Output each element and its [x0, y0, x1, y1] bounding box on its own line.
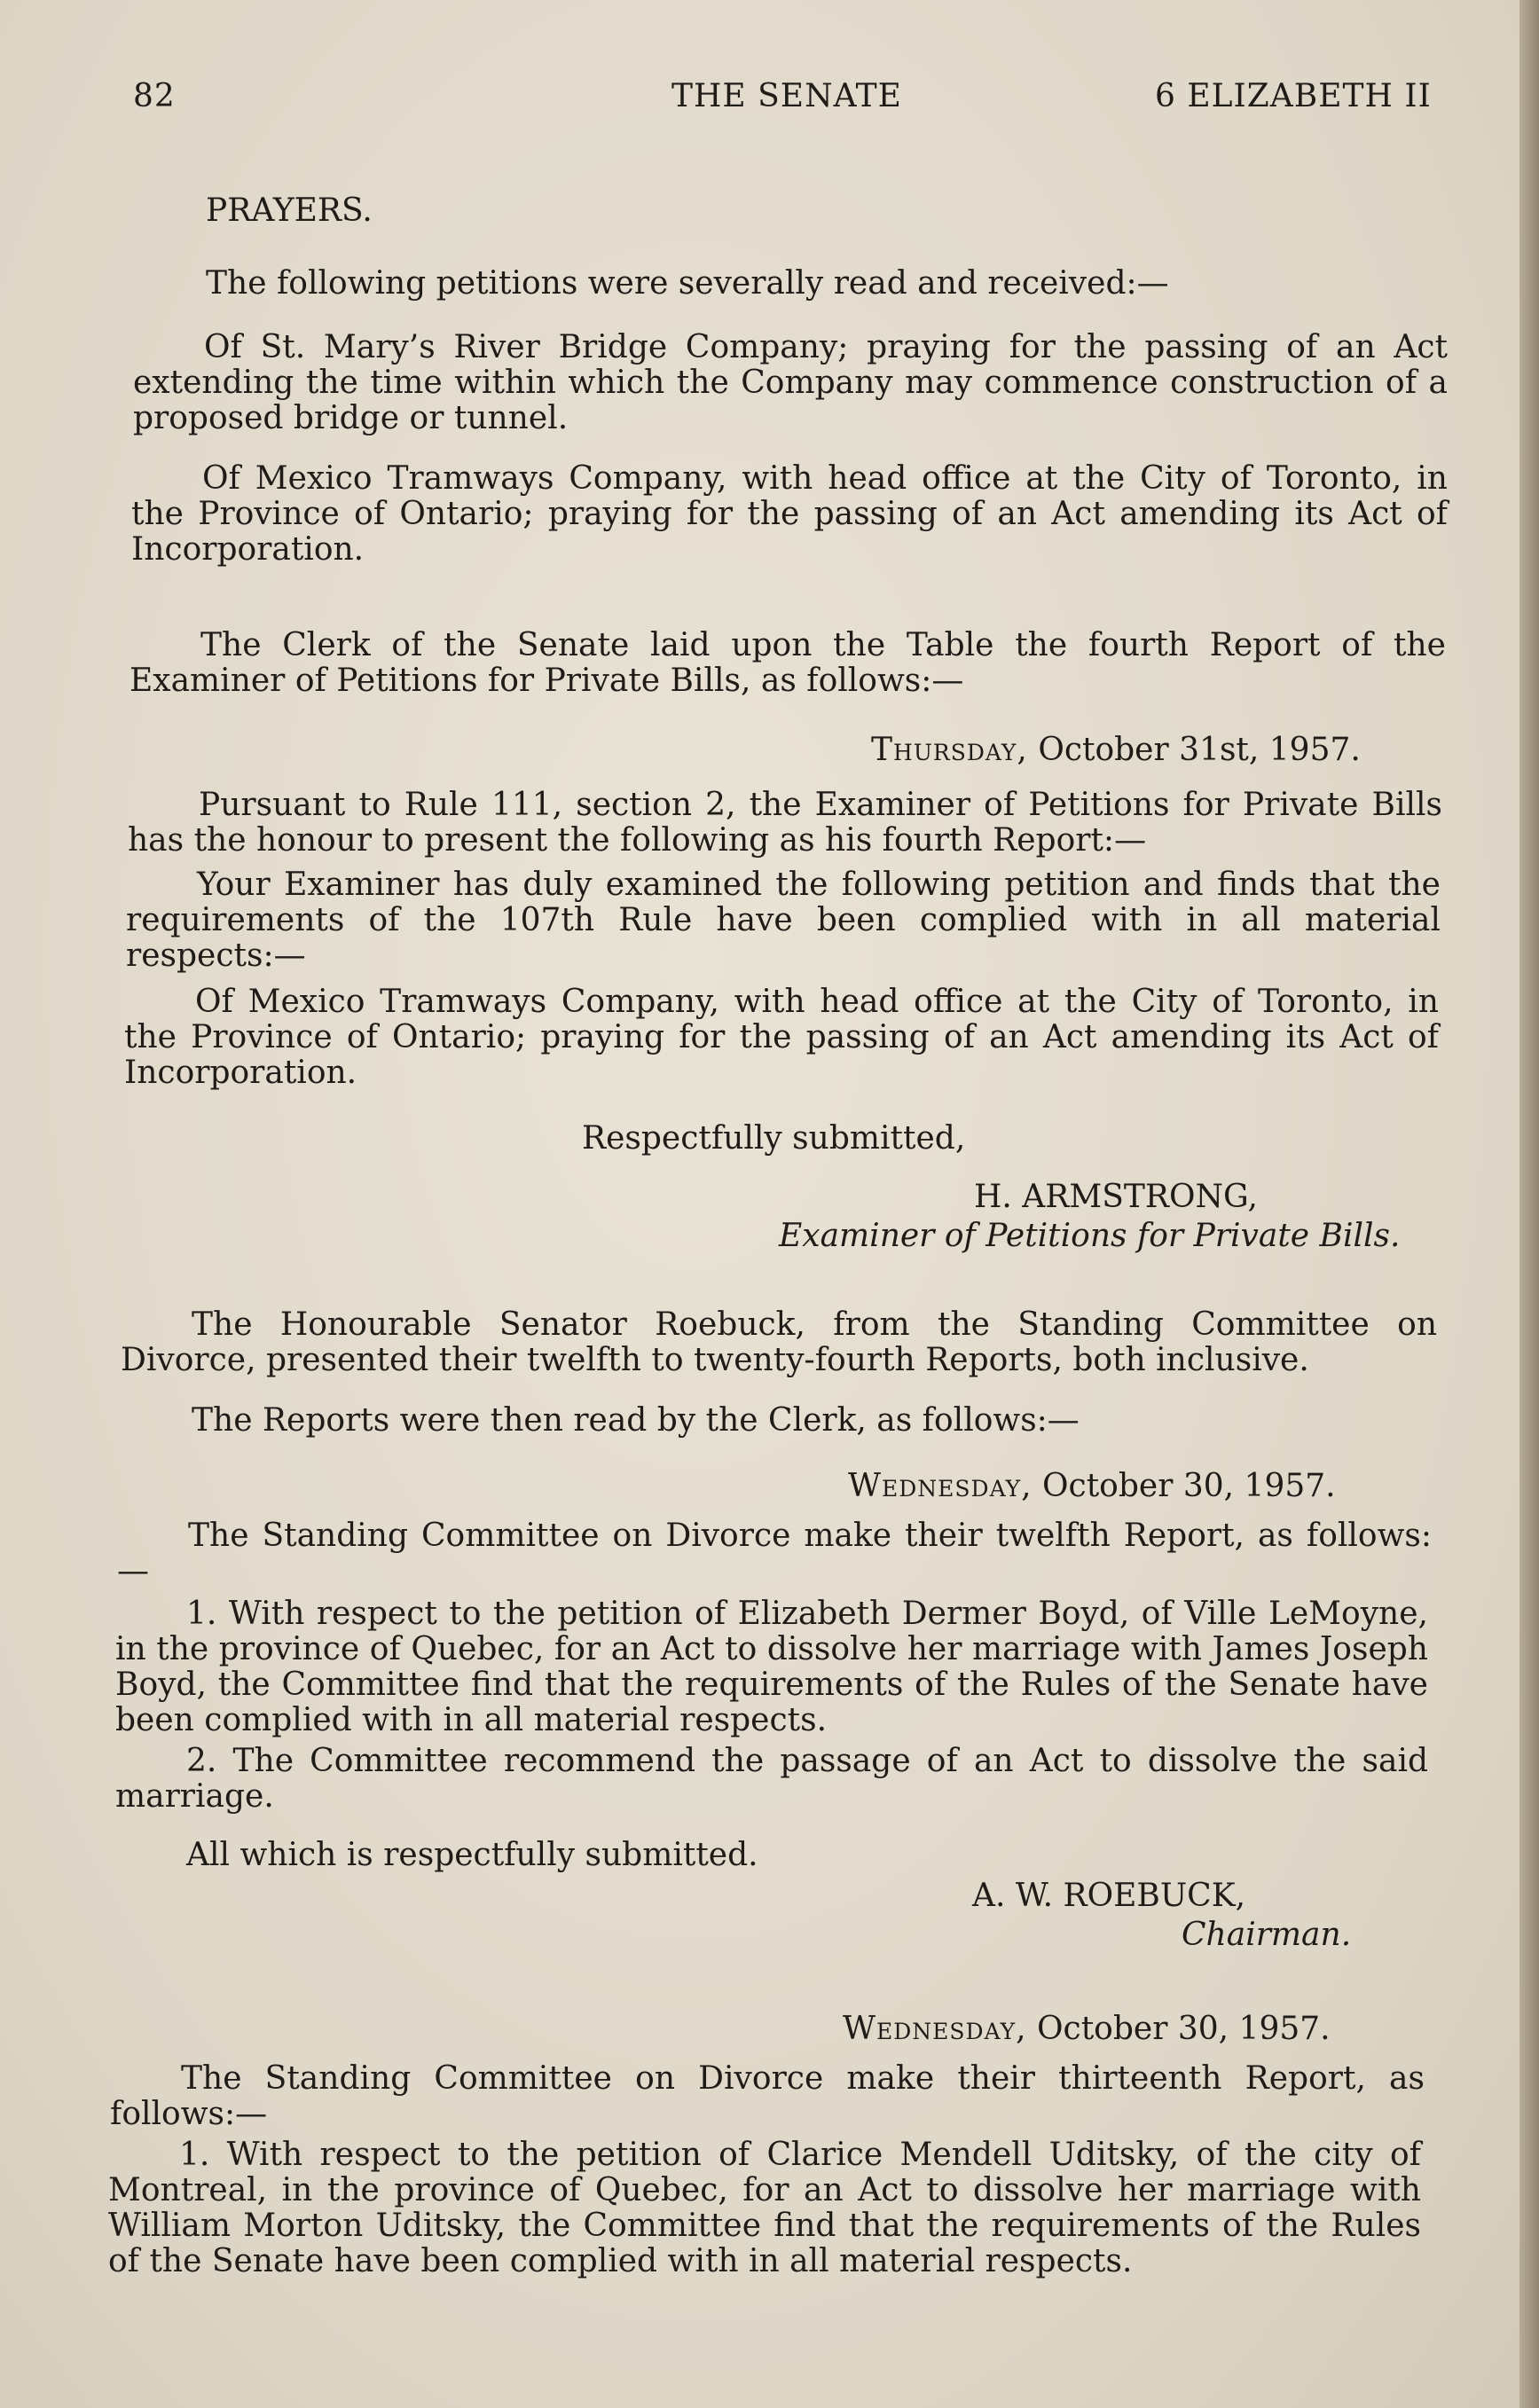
petitions-intro: The following petitions were severally read and received:—: [206, 265, 1169, 302]
examiner-paragraph-2: Your Examiner has duly examined the following petition and finds that the requirements of the 107th Rule have been complied with in all material respects:—: [126, 867, 1441, 974]
signatory-name-roebuck: A. W. ROEBUCK,: [972, 1878, 1246, 1914]
report-12-item-1: 1. With respect to the petition of Elizabeth Dermer Boyd, of Ville LeMoyne, in the province of Quebec, for an Act to dissolve her marriage with James Joseph Boyd, the Committee find that the requirements of the Rules of the Senate have been complied with in all material respects.: [115, 1596, 1428, 1738]
report-13-weekday: Wednesday,: [843, 2011, 1027, 2047]
page-title: THE SENATE: [671, 78, 902, 114]
report-12-date-rest: October 30, 1957.: [1032, 1468, 1336, 1504]
petition-st-marys: Of St. Mary’s River Bridge Company; praying for the passing of an Act extending the time within which the Company may commence construction of a proposed bridge or tunnel.: [133, 329, 1448, 436]
report-13-intro: The Standing Committee on Divorce make their thirteenth Report, as follows:—: [110, 2060, 1425, 2132]
examiner-report-weekday: Thursday,: [871, 732, 1028, 768]
examiner-paragraph-3: Of Mexico Tramways Company, with head office at the City of Toronto, in the Province of Ontario; praying for the passing of an Act amending its Act of Incorporation.: [124, 984, 1439, 1091]
page-edge: [1519, 0, 1539, 2408]
signatory-name-armstrong: H. ARMSTRONG,: [974, 1179, 1258, 1215]
examiner-report-date-rest: October 31st, 1957.: [1027, 732, 1361, 768]
page-number: 82: [133, 78, 176, 114]
examiner-paragraph-1: Pursuant to Rule 111, section 2, the Examiner of Petitions for Private Bills has the honour to present the following as his fourth Report:—: [128, 787, 1442, 859]
prayers-heading: PRAYERS.: [206, 192, 373, 229]
petition-mexico-tramways: Of Mexico Tramways Company, with head office at the City of Toronto, in the Province of Ontario; praying for the passing of an Act amending its Act of Incorporation.: [131, 460, 1448, 568]
roebuck-presentation: The Honourable Senator Roebuck, from the Standing Committee on Divorce, presented their twelfth to twenty-fourth Reports, both inclusive.: [121, 1306, 1437, 1378]
report-13-date: [843, 2012, 1331, 2047]
report-13-date-rest: October 30, 1957.: [1026, 2011, 1331, 2047]
signatory-title-chairman: Chairman.: [1182, 1917, 1352, 1953]
report-12-weekday: Wednesday,: [848, 1468, 1033, 1504]
clerk-report-paragraph: The Clerk of the Senate laid upon the Table the fourth Report of the Examiner of Petitions for Private Bills, as follows:—: [130, 627, 1446, 699]
session-label: 6 ELIZABETH II: [1155, 78, 1432, 114]
report-12-date: [848, 1469, 1336, 1504]
respectfully-submitted: Respectfully submitted,: [582, 1120, 966, 1157]
reports-read-line: The Reports were then read by the Clerk, as follows:—: [192, 1402, 1080, 1439]
examiner-report-date: [871, 733, 1361, 768]
report-12-intro: The Standing Committee on Divorce make their twelfth Report, as follows:—: [117, 1518, 1432, 1589]
signatory-title-examiner: Examiner of Petitions for Private Bills.: [779, 1218, 1401, 1254]
report-13-item-1: 1. With respect to the petition of Clarice Mendell Uditsky, of the city of Montreal, in the province of Quebec, for an Act to dissolve her marriage with William Morton Uditsky, the Committee find that the requirements of the Rules of the Senate have been complied with in all material respects.: [108, 2137, 1421, 2279]
report-12-submitted: All which is respectfully submitted.: [186, 1837, 758, 1873]
report-12-item-2: 2. The Committee recommend the passage of an Act to dissolve the said marriage.: [115, 1743, 1428, 1815]
